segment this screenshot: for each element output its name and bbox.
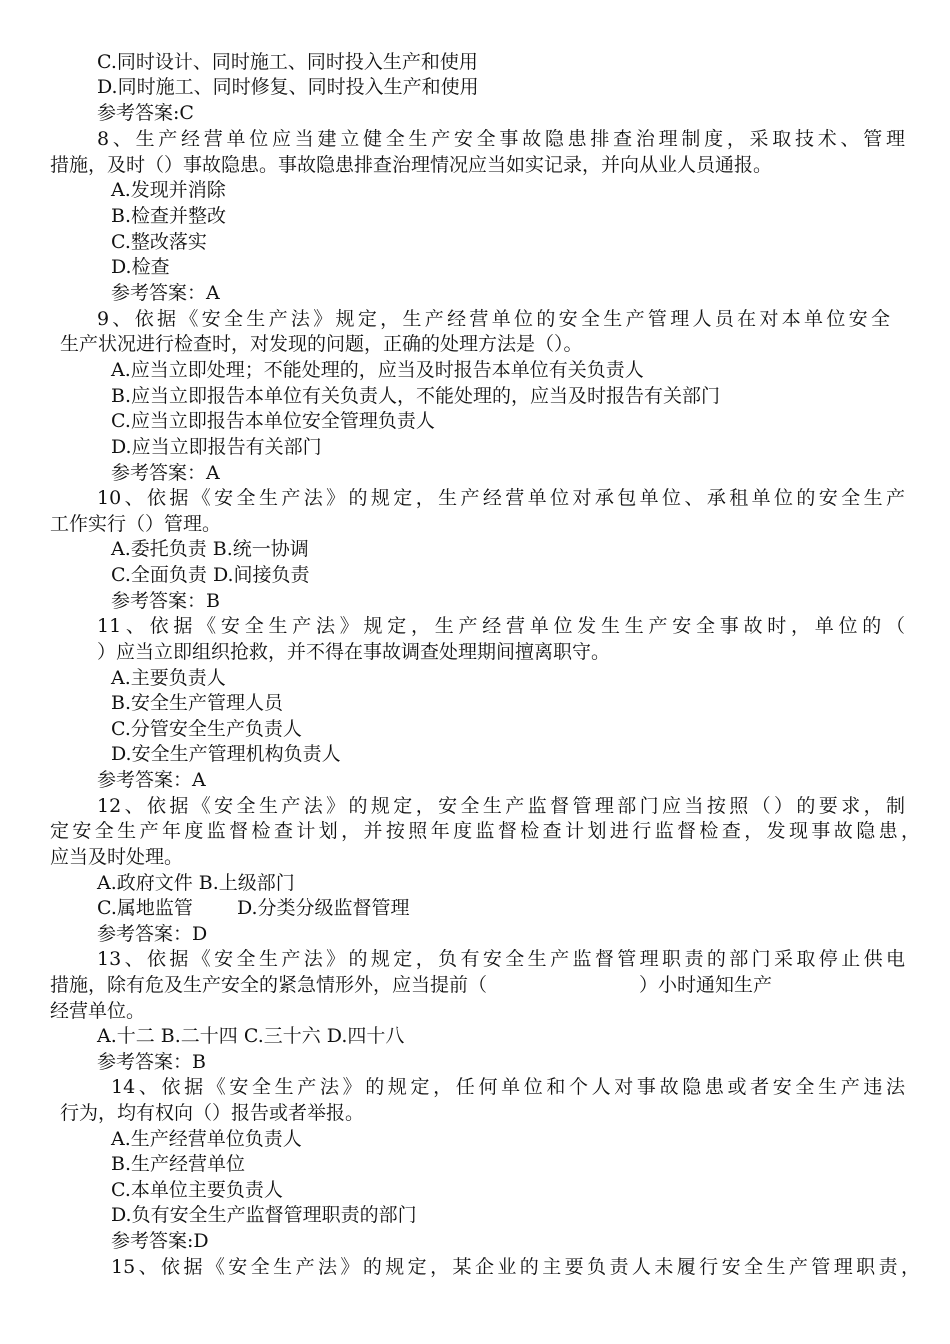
text-line: C.全面负责 D.间接负责 bbox=[111, 564, 310, 586]
text-line: 措施，除有危及生产安全的紧急情形外，应当提前（ ）小时通知生产 bbox=[50, 974, 773, 996]
text-line: 参考答案:D bbox=[111, 1230, 209, 1252]
text-line: 工作实行（）管理。 bbox=[50, 513, 222, 535]
text-line: ）应当立即组织抢救，并不得在事故调查处理期间擅离职守。 bbox=[97, 641, 611, 663]
text-line: 14、依据《安全生产法》的规定，任何单位和个人对事故隐患或者安全生产违法 bbox=[111, 1076, 905, 1098]
text-line: D.应当立即报告有关部门 bbox=[111, 436, 322, 458]
text-line: 参考答案:C bbox=[97, 102, 194, 124]
text-line: 参考答案：D bbox=[97, 923, 208, 945]
text-line: B.应当立即报告本单位有关负责人，不能处理的，应当及时报告有关部门 bbox=[111, 385, 721, 407]
text-line: 生产状况进行检查时，对发现的问题，正确的处理方法是（）。 bbox=[60, 333, 583, 355]
text-line: D.负有安全生产监督管理职责的部门 bbox=[111, 1204, 417, 1226]
text-line: D.同时施工、同时修复、同时投入生产和使用 bbox=[97, 76, 479, 98]
text-line: 参考答案：B bbox=[111, 590, 220, 612]
text-line: 8、生产经营单位应当建立健全生产安全事故隐患排查治理制度，采取技术、管理 bbox=[97, 128, 905, 150]
text-line: A.应当立即处理；不能处理的，应当及时报告本单位有关负责人 bbox=[111, 359, 644, 381]
text-line: 13、依据《安全生产法》的规定，负有安全生产监督管理职责的部门采取停止供电 bbox=[97, 948, 905, 970]
text-line: 11、依据《安全生产法》规定，生产经营单位发生生产安全事故时，单位的（ bbox=[97, 615, 905, 637]
text-line: C.同时设计、同时施工、同时投入生产和使用 bbox=[97, 51, 478, 73]
text-line: A.政府文件 B.上级部门 bbox=[97, 872, 295, 894]
text-line: 参考答案：A bbox=[111, 282, 220, 304]
text-line: C.整改落实 bbox=[111, 231, 207, 253]
text-line: 9、依据《安全生产法》规定，生产经营单位的安全生产管理人员在对本单位安全 bbox=[97, 308, 890, 330]
text-line: A.生产经营单位负责人 bbox=[111, 1128, 302, 1150]
text-line: C.分管安全生产负责人 bbox=[111, 718, 302, 740]
text-line: A.十二 B.二十四 C.三十六 D.四十八 bbox=[97, 1025, 405, 1047]
text-line: A.发现并消除 bbox=[111, 179, 226, 201]
text-line: 参考答案：B bbox=[97, 1051, 206, 1073]
text-line: 10、依据《安全生产法》的规定，生产经营单位对承包单位、承租单位的安全生产 bbox=[97, 487, 905, 509]
text-line: C.应当立即报告本单位安全管理负责人 bbox=[111, 410, 435, 432]
text-line: B.安全生产管理人员 bbox=[111, 692, 284, 714]
text-line: A.主要负责人 bbox=[111, 667, 226, 689]
text-line: 定安全生产年度监督检查计划，并按照年度监督检查计划进行监督检查，发现事故隐患， bbox=[50, 820, 920, 842]
text-line: 经营单位。 bbox=[50, 1000, 146, 1022]
text-line: 行为，均有权向（）报告或者举报。 bbox=[60, 1102, 365, 1124]
text-line: 应当及时处理。 bbox=[50, 846, 184, 868]
text-line: C.本单位主要负责人 bbox=[111, 1179, 283, 1201]
text-line: D.安全生产管理机构负责人 bbox=[111, 743, 341, 765]
text-line: 15、依据《安全生产法》的规定，某企业的主要负责人未履行安全生产管理职责， bbox=[111, 1256, 920, 1278]
text-line: B.生产经营单位 bbox=[111, 1153, 246, 1175]
text-line: C.属地监管 D.分类分级监督管理 bbox=[97, 897, 410, 919]
text-line: 措施，及时（）事故隐患。事故隐患排查治理情况应当如实记录，并向从业人员通报。 bbox=[50, 154, 773, 176]
text-line: 参考答案：A bbox=[97, 769, 206, 791]
text-line: A.委托负责 B.统一协调 bbox=[111, 538, 309, 560]
text-line: 12、依据《安全生产法》的规定，安全生产监督管理部门应当按照（）的要求，制 bbox=[97, 795, 905, 817]
text-line: B.检查并整改 bbox=[111, 205, 227, 227]
text-line: 参考答案：A bbox=[111, 462, 220, 484]
text-line: D.检查 bbox=[111, 256, 170, 278]
